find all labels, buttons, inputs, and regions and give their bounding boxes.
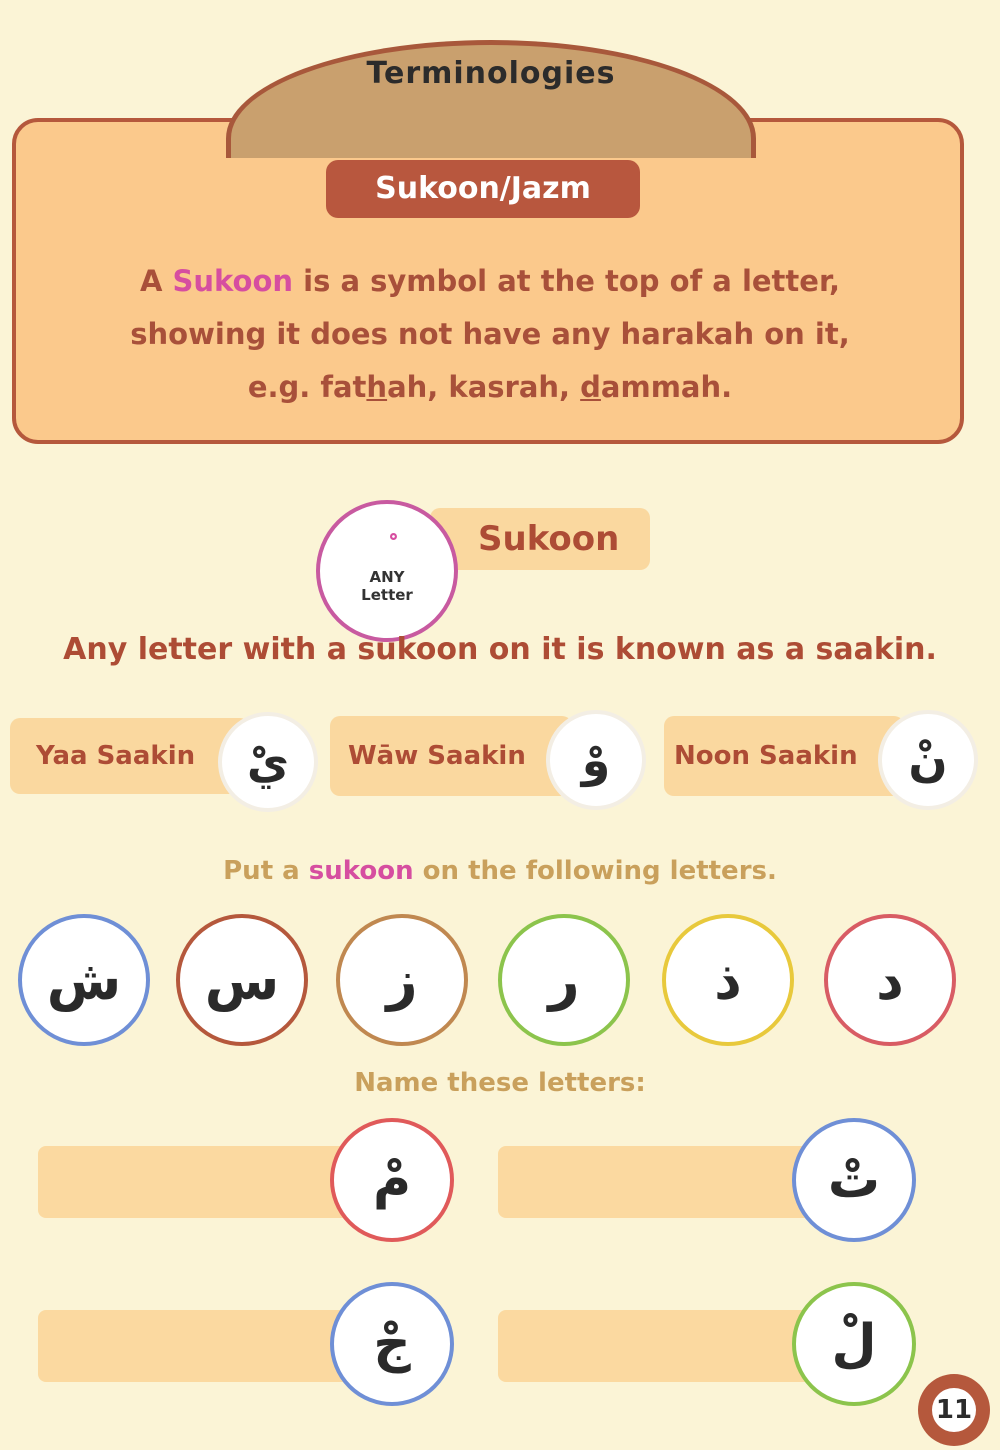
page-title: Terminologies: [366, 56, 616, 91]
exercise1-letter-circle[interactable]: ر: [498, 914, 630, 1046]
exercise2-letter-circle: لْ: [792, 1282, 916, 1406]
letter-label: Letter: [361, 586, 413, 604]
exercise2-letter-circle: مْ: [330, 1118, 454, 1242]
example-circle-noon: نْ: [878, 710, 978, 810]
exercise1-letter-circle[interactable]: ش: [18, 914, 150, 1046]
any-letter-circle: [316, 500, 458, 642]
exercise2-letter-circle: تْ: [792, 1118, 916, 1242]
saakin-definition: Any letter with a sukoon on it is known as a saakin.: [63, 632, 937, 667]
sukoon-name-label: Sukoon: [430, 508, 650, 570]
exercise1-letter-circle[interactable]: س: [176, 914, 308, 1046]
page-number: 11: [932, 1388, 976, 1432]
answer-field[interactable]: [498, 1310, 828, 1382]
example-circle-yaa: يْ: [218, 712, 318, 812]
exercise1-letter-circle[interactable]: د: [824, 914, 956, 1046]
exercise1-letter-circle[interactable]: ذ: [662, 914, 794, 1046]
exercise1-instructions: Put a sukoon on the following letters.: [223, 856, 777, 886]
any-label: ANY: [369, 568, 405, 586]
page-number-badge: [918, 1374, 990, 1446]
example-circle-waw: وْ: [546, 710, 646, 810]
exercise2-letter-circle: جْ: [330, 1282, 454, 1406]
definition-text: A Sukoon is a symbol at the top of a letter, showing it does not have any harakah on it, e.g. fathah, kasrah, dammah.: [130, 264, 850, 404]
exercise2-instructions: Name these letters:: [354, 1068, 646, 1098]
example-label-waw: Wāw Saakin: [330, 716, 572, 796]
answer-field[interactable]: [38, 1310, 364, 1382]
exercise1-letter-circle[interactable]: ز: [336, 914, 468, 1046]
answer-field[interactable]: [498, 1146, 828, 1218]
example-label-noon: Noon Saakin: [664, 716, 904, 796]
example-label-yaa: Yaa Saakin: [10, 718, 250, 794]
answer-field[interactable]: [38, 1146, 364, 1218]
topic-label: Sukoon/Jazm: [326, 160, 640, 218]
